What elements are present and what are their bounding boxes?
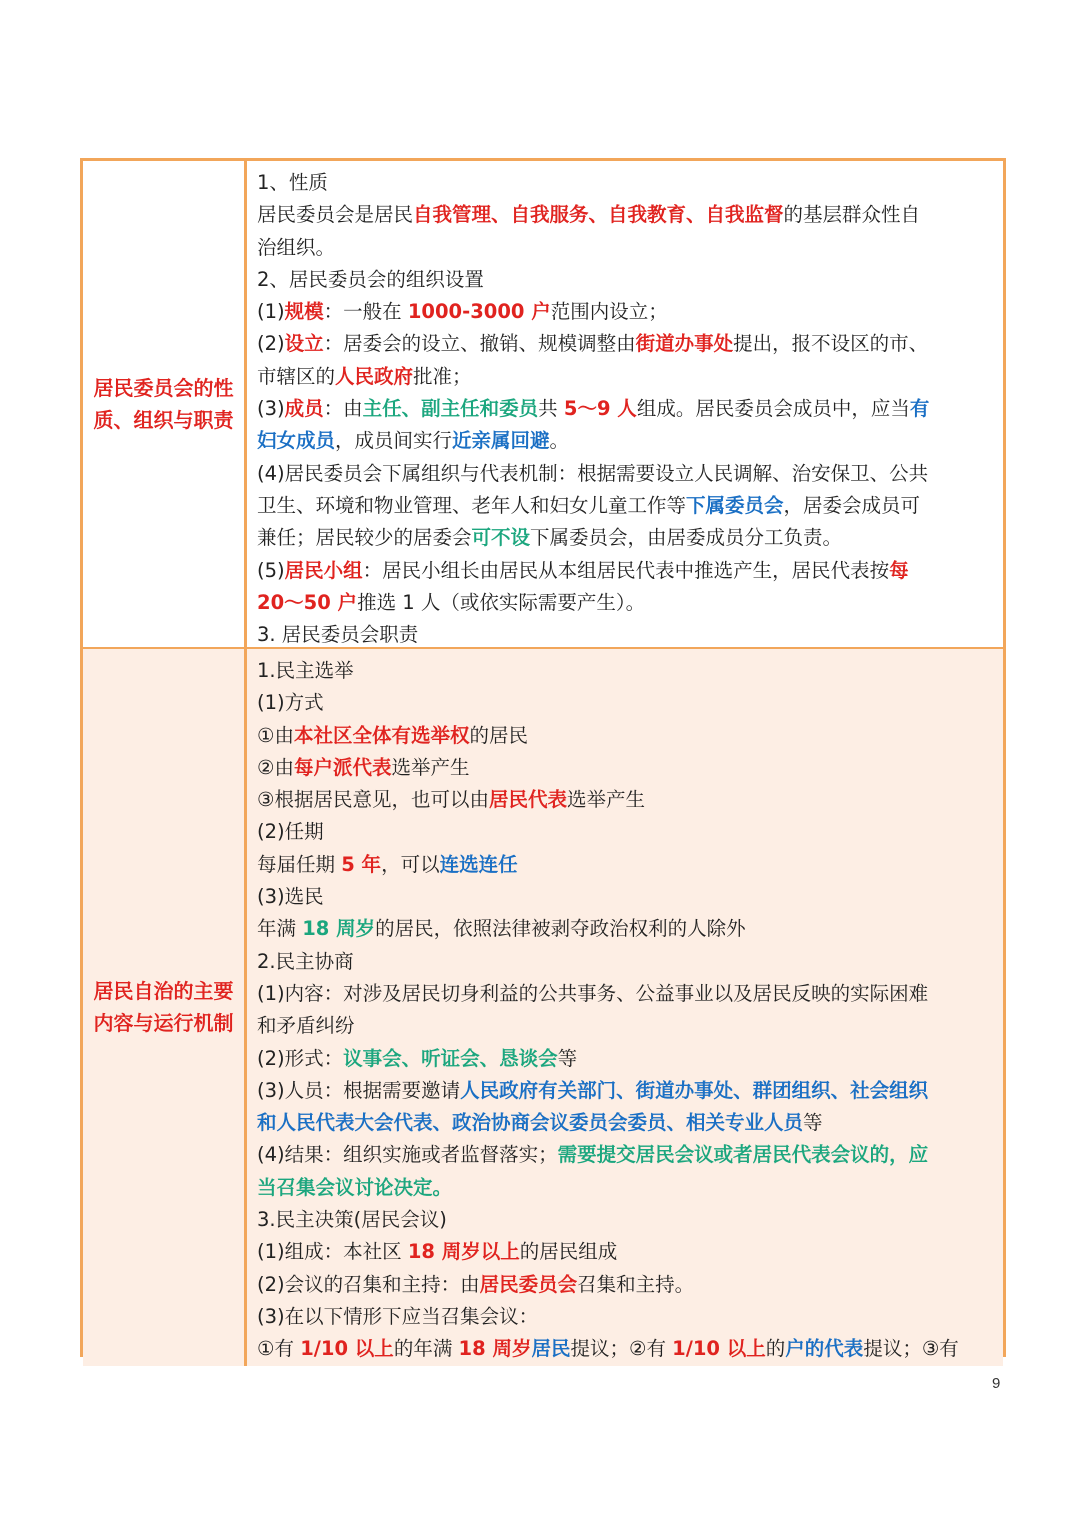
text-line <box>257 720 993 752</box>
text-segment: 兼任；居民较少的居委会 <box>257 526 472 550</box>
row-label-cell <box>83 649 247 1366</box>
highlighted-text: 规模 <box>284 300 324 324</box>
text-line <box>257 490 993 522</box>
text-segment: (2) <box>257 332 285 356</box>
highlighted-text: 18 周岁 <box>302 917 376 941</box>
highlighted-text: 每 <box>889 558 909 582</box>
row-content-cell <box>247 161 1003 647</box>
text-line <box>257 1075 993 1107</box>
text-segment: ：由 <box>323 397 363 421</box>
highlighted-text: 下属委员会 <box>686 493 784 517</box>
text-segment: 的基层群众性自 <box>783 203 921 227</box>
text-segment: 。 <box>549 429 570 453</box>
text-line <box>257 1204 993 1236</box>
text-line <box>257 1107 993 1139</box>
text-line <box>257 752 993 784</box>
text-segment: ②由 <box>257 755 294 779</box>
highlighted-text: 可不设 <box>471 526 531 550</box>
text-line <box>257 1333 993 1365</box>
highlighted-text: 1/10 以上 <box>300 1337 394 1361</box>
text-line <box>257 328 993 360</box>
text-line <box>257 1139 993 1171</box>
text-line <box>257 816 993 848</box>
text-segment: 卫生、环境和物业管理、老年人和妇女儿童工作等 <box>257 493 687 517</box>
highlighted-text: 本社区全体有选举权 <box>293 723 470 747</box>
text-segment: 每届任期 <box>257 852 342 876</box>
highlighted-text: 5 年 <box>341 852 382 876</box>
highlighted-text: 18 周岁以上 <box>407 1240 520 1264</box>
text-segment: 1.民主选举 <box>257 659 354 682</box>
highlighted-text: 户的代表 <box>785 1337 864 1361</box>
highlighted-text: 居民委员会 <box>479 1272 578 1296</box>
row-label-cell <box>83 161 247 647</box>
text-line <box>257 1172 993 1204</box>
text-segment: 等 <box>557 1046 578 1070</box>
text-line <box>257 655 993 687</box>
text-line <box>257 946 993 978</box>
text-segment: ，成员间实行 <box>335 429 453 453</box>
text-segment: 等 <box>803 1111 823 1135</box>
text-segment: (3)选民 <box>257 885 324 909</box>
text-segment: 的 <box>765 1337 786 1361</box>
text-segment: (4)结果：组织实施或者监督落实； <box>257 1143 558 1167</box>
highlighted-text: 设立 <box>284 332 324 356</box>
text-line <box>257 784 993 816</box>
text-line <box>257 1301 993 1333</box>
text-segment: ①由 <box>257 723 294 747</box>
text-segment: 和矛盾纠纷 <box>257 1014 355 1038</box>
text-line <box>257 296 993 328</box>
text-segment: ，居委会成员可 <box>783 493 921 517</box>
highlighted-text: 有 <box>909 397 930 421</box>
highlighted-text: 街道办事处 <box>635 332 734 356</box>
text-segment: 推选 1 人（或依实际需要产生）。 <box>357 590 646 614</box>
text-line <box>257 393 993 425</box>
highlighted-text: 1000-3000 户 <box>407 300 551 324</box>
highlighted-text: 和人民代表大会代表、政治协商会议委员会委员、相关专业人员 <box>257 1111 804 1135</box>
text-segment: 居民委员会是居民 <box>257 203 414 227</box>
text-segment: 2.民主协商 <box>257 949 354 973</box>
highlighted-text: 连选连任 <box>439 852 518 876</box>
text-segment: 提议；③有 <box>863 1337 959 1361</box>
text-segment: 的居民组成 <box>519 1240 618 1264</box>
highlighted-text: 人民政府有关部门、街道办事处、群团组织、社会组织 <box>460 1078 929 1102</box>
highlighted-text: 居民代表 <box>488 788 567 812</box>
text-line <box>257 232 993 264</box>
highlighted-text: 当召集会议讨论决定。 <box>257 1175 453 1199</box>
text-segment: 治组织。 <box>257 235 336 259</box>
text-segment: 选举产生 <box>391 755 470 779</box>
text-segment: (1)组成：本社区 <box>257 1240 408 1264</box>
highlighted-text: 人民政府 <box>335 364 414 388</box>
text-line <box>257 1043 993 1075</box>
highlighted-text: 妇女成员 <box>257 429 336 453</box>
text-line <box>257 199 993 231</box>
text-segment: 召集和主持。 <box>577 1272 695 1296</box>
text-segment: ①有 <box>257 1337 301 1361</box>
highlighted-text: 每户派代表 <box>293 755 392 779</box>
text-line <box>257 619 993 647</box>
text-segment: 选举产生 <box>567 788 646 812</box>
text-segment: 批准； <box>413 364 472 388</box>
text-line <box>257 913 993 945</box>
text-segment: 年满 <box>257 917 303 941</box>
text-segment: (5) <box>257 558 285 582</box>
highlighted-text: 成员 <box>284 397 324 421</box>
text-segment: 的居民 <box>469 723 529 747</box>
text-segment: (3)在以下情形下应当召集会议： <box>257 1304 539 1328</box>
text-segment: 的年满 <box>393 1337 459 1361</box>
text-segment: ：一般在 <box>323 300 408 324</box>
text-line <box>257 978 993 1010</box>
text-segment: ：居民小组长由居民从本组居民代表中推选产生，居民代表按 <box>362 558 890 582</box>
text-segment: 2、居民委员会的组织设置 <box>257 267 484 291</box>
text-segment: 3.民主决策(居民会议) <box>257 1208 447 1232</box>
text-segment: ，可以 <box>381 852 440 876</box>
text-segment: 组成。居民委员会成员中，应当 <box>636 397 910 421</box>
text-line <box>257 458 993 490</box>
text-line <box>257 361 993 393</box>
highlighted-text: 需要提交居民会议或者居民代表会议的，应 <box>557 1143 929 1167</box>
text-line <box>257 587 993 619</box>
text-line <box>257 1236 993 1268</box>
content-table <box>80 158 1006 1361</box>
highlighted-text: 20～50 户 <box>257 590 358 614</box>
highlighted-text: 居民小组 <box>284 558 363 582</box>
text-line <box>257 687 993 719</box>
text-segment: (3) <box>257 397 285 421</box>
highlighted-text: 18 周岁 <box>458 1337 532 1361</box>
text-segment: 的居民，依照法律被剥夺政治权利的人除外 <box>375 917 746 941</box>
text-line <box>257 849 993 881</box>
text-line <box>257 522 993 554</box>
highlighted-text: 1/10 以上 <box>672 1337 766 1361</box>
row-content-cell <box>247 649 1003 1366</box>
text-segment: 3. 居民委员会职责 <box>257 623 419 647</box>
text-segment: (1)内容：对涉及居民切身利益的公共事务、公益事业以及居民反映的实际困难 <box>257 981 929 1005</box>
text-segment: ③根据居民意见，也可以由 <box>257 788 489 812</box>
text-segment: (2)会议的召集和主持：由 <box>257 1272 480 1296</box>
text-line <box>257 264 993 296</box>
text-segment: (1) <box>257 300 285 324</box>
text-segment: 共 <box>538 397 564 421</box>
text-segment: (2)形式： <box>257 1046 344 1070</box>
text-segment: 1、性质 <box>257 171 328 194</box>
text-segment: (3)人员：根据需要邀请 <box>257 1078 461 1102</box>
text-segment: 提出，报不设区的市、 <box>733 332 929 356</box>
text-line <box>257 1269 993 1301</box>
row-label: 居民自治的主要内容与运行机制 <box>93 979 234 1036</box>
text-line <box>257 1010 993 1042</box>
text-segment: 市辖区的 <box>257 364 336 388</box>
highlighted-text: 主任、副主任和委员 <box>362 397 539 421</box>
text-segment: ：居委会的设立、撤销、规模调整由 <box>323 332 636 356</box>
highlighted-text: 5～9 人 <box>563 397 637 421</box>
table-row-autonomy <box>83 649 1003 1366</box>
text-segment: (1)方式 <box>257 691 324 715</box>
text-line <box>257 167 993 199</box>
text-segment: (2)任期 <box>257 820 324 844</box>
text-segment: 范围内设立； <box>550 300 668 324</box>
text-segment: 提议；②有 <box>570 1337 673 1361</box>
table-row-nature <box>83 161 1003 649</box>
text-line <box>257 425 993 457</box>
text-line <box>257 881 993 913</box>
text-segment: 下属委员会，由居委成员分工负责。 <box>530 526 843 550</box>
row-label: 居民委员会的性质、组织与职责 <box>93 376 234 432</box>
page-number: 9 <box>992 1375 1001 1392</box>
highlighted-text: 近亲属回避 <box>452 429 550 453</box>
highlighted-text: 居民 <box>531 1337 571 1361</box>
text-line <box>257 555 993 587</box>
highlighted-text: 议事会、听证会、恳谈会 <box>343 1046 558 1070</box>
text-segment: (4)居民委员会下属组织与代表机制：根据需要设立人民调解、治安保卫、公共 <box>257 461 929 485</box>
highlighted-text: 自我管理、自我服务、自我教育、自我监督 <box>413 203 784 227</box>
